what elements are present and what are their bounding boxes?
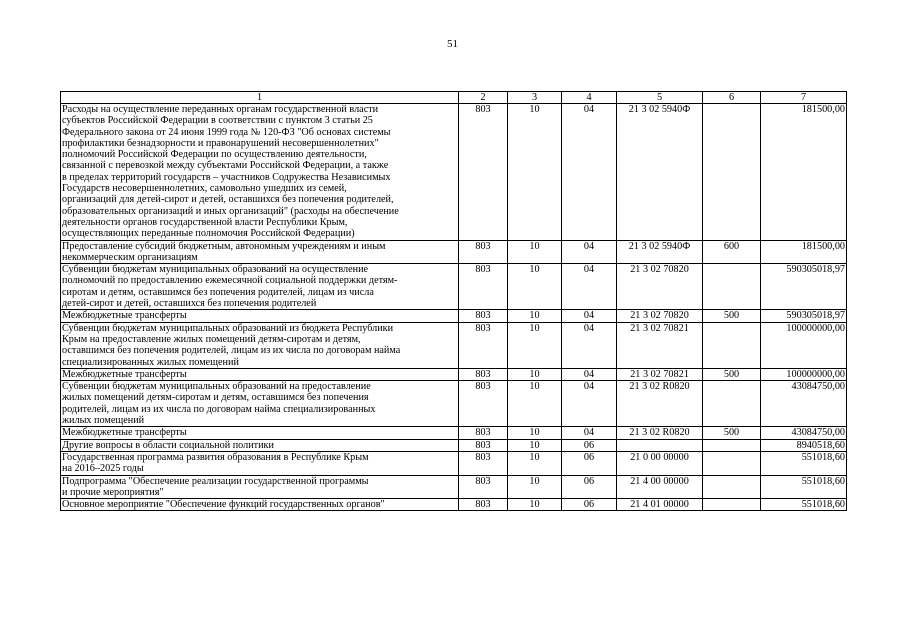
table-row	[61, 381, 847, 427]
row-amount: 551018,60	[761, 451, 847, 475]
row-description: Основное мероприятие "Обеспечение функций государственных органов"	[61, 499, 459, 511]
page-number: 51	[447, 38, 458, 50]
row-amount: 43084750,00	[761, 381, 847, 427]
row-description: Межбюджетные трансферты	[61, 310, 459, 322]
row-target-article: 21 3 02 R0820	[617, 427, 703, 439]
table-row	[61, 439, 847, 451]
row-amount: 100000000,00	[761, 368, 847, 380]
table-row	[61, 499, 847, 511]
column-header: 3	[508, 92, 562, 104]
row-subsection-code: 04	[562, 381, 617, 427]
row-amount: 181500,00	[761, 104, 847, 241]
row-expense-type	[703, 439, 761, 451]
row-expense-type	[703, 451, 761, 475]
row-target-article: 21 0 00 00000	[617, 451, 703, 475]
row-subsection-code: 06	[562, 475, 617, 499]
table-row	[61, 368, 847, 380]
row-amount: 100000000,00	[761, 322, 847, 368]
row-amount: 43084750,00	[761, 427, 847, 439]
row-description: Подпрограмма "Обеспечение реализации государственной программы и прочие мероприятия"	[61, 475, 459, 499]
row-subsection-code: 04	[562, 240, 617, 264]
row-subsection-code: 04	[562, 310, 617, 322]
row-admin-code: 803	[459, 368, 508, 380]
row-expense-type: 600	[703, 240, 761, 264]
row-expense-type	[703, 104, 761, 241]
row-expense-type	[703, 322, 761, 368]
row-expense-type	[703, 381, 761, 427]
row-target-article: 21 3 02 5940Ф	[617, 240, 703, 264]
row-admin-code: 803	[459, 381, 508, 427]
row-target-article	[617, 439, 703, 451]
table-row	[61, 264, 847, 310]
row-admin-code: 803	[459, 264, 508, 310]
row-section-code: 10	[508, 427, 562, 439]
row-description: Расходы на осуществление переданных органам государственной власти субъектов Российской Федерации в соответствии с пунктом 3 статьи 25 Федерального закона от 24 июня 1999 года № 120-ФЗ "Об основах системы профилактики безнадзорности и правонарушений несовершеннолетних" полномочий Российской Федерации по осуществлению деятельности, связанной с перевозкой между субъектами Российской Федерации, а также в пределах территорий государств – участников Содружества Независимых Государств несовершеннолетних, самовольно ушедших из семей, организаций для детей-сирот и детей, оставшихся без попечения родителей, образовательных организаций и иных организаций" (расходы на обеспечение деятельности органов государственной власти Республики Крым, осуществляющих переданные полномочия Российской Федерации)	[61, 104, 459, 241]
row-subsection-code: 06	[562, 499, 617, 511]
table-row	[61, 240, 847, 264]
row-admin-code: 803	[459, 104, 508, 241]
row-description: Субвенции бюджетам муниципальных образований на осуществление полномочий по предоставлению ежемесячной социальной поддержки детям- сиротам и детям, оставшимся без попечения родителей, лицам из числа детей-сирот и детей, оставшихся без попечения родителей	[61, 264, 459, 310]
row-section-code: 10	[508, 499, 562, 511]
row-section-code: 10	[508, 381, 562, 427]
row-target-article: 21 4 01 00000	[617, 499, 703, 511]
row-admin-code: 803	[459, 310, 508, 322]
row-admin-code: 803	[459, 475, 508, 499]
row-target-article: 21 3 02 R0820	[617, 381, 703, 427]
row-expense-type: 500	[703, 310, 761, 322]
row-target-article: 21 3 02 70820	[617, 310, 703, 322]
table-row	[61, 451, 847, 475]
row-section-code: 10	[508, 310, 562, 322]
row-section-code: 10	[508, 322, 562, 368]
row-section-code: 10	[508, 439, 562, 451]
row-section-code: 10	[508, 451, 562, 475]
table-row	[61, 104, 847, 241]
row-target-article: 21 3 02 70821	[617, 322, 703, 368]
row-subsection-code: 04	[562, 264, 617, 310]
row-section-code: 10	[508, 368, 562, 380]
row-target-article: 21 3 02 70821	[617, 368, 703, 380]
column-header: 6	[703, 92, 761, 104]
row-description: Межбюджетные трансферты	[61, 427, 459, 439]
row-subsection-code: 06	[562, 439, 617, 451]
row-expense-type	[703, 499, 761, 511]
row-subsection-code: 04	[562, 427, 617, 439]
column-header: 7	[761, 92, 847, 104]
row-section-code: 10	[508, 104, 562, 241]
row-expense-type	[703, 264, 761, 310]
row-section-code: 10	[508, 264, 562, 310]
row-description: Субвенции бюджетам муниципальных образований на предоставление жилых помещений детям-сиротам и детям, оставшимся без попечения родителей, лицам из их числа по договорам найма специализированных жилых помещений	[61, 381, 459, 427]
table-row	[61, 427, 847, 439]
row-amount: 181500,00	[761, 240, 847, 264]
header-row	[61, 92, 847, 104]
row-amount: 590305018,97	[761, 310, 847, 322]
row-amount: 551018,60	[761, 499, 847, 511]
row-section-code: 10	[508, 475, 562, 499]
table-row	[61, 322, 847, 368]
row-admin-code: 803	[459, 499, 508, 511]
column-header: 4	[562, 92, 617, 104]
column-header: 1	[61, 92, 459, 104]
row-admin-code: 803	[459, 439, 508, 451]
row-description: Субвенции бюджетам муниципальных образований из бюджета Республики Крым на предоставление жилых помещений детям-сиротам и детям, оставшимся без попечения родителей, лицам из их числа по договорам найма специализированных жилых помещений	[61, 322, 459, 368]
row-amount: 590305018,97	[761, 264, 847, 310]
row-amount: 8940518,60	[761, 439, 847, 451]
row-admin-code: 803	[459, 451, 508, 475]
row-target-article: 21 3 02 70820	[617, 264, 703, 310]
row-admin-code: 803	[459, 240, 508, 264]
row-section-code: 10	[508, 240, 562, 264]
row-description: Государственная программа развития образования в Республике Крым на 2016–2025 годы	[61, 451, 459, 475]
row-expense-type	[703, 475, 761, 499]
column-header: 5	[617, 92, 703, 104]
row-description: Другие вопросы в области социальной политики	[61, 439, 459, 451]
row-expense-type: 500	[703, 368, 761, 380]
row-target-article: 21 3 02 5940Ф	[617, 104, 703, 241]
row-admin-code: 803	[459, 427, 508, 439]
row-subsection-code: 04	[562, 368, 617, 380]
row-description: Межбюджетные трансферты	[61, 368, 459, 380]
row-subsection-code: 04	[562, 322, 617, 368]
table-row	[61, 475, 847, 499]
row-subsection-code: 06	[562, 451, 617, 475]
row-description: Предоставление субсидий бюджетным, автономным учреждениям и иным некоммерческим организациям	[61, 240, 459, 264]
row-subsection-code: 04	[562, 104, 617, 241]
row-target-article: 21 4 00 00000	[617, 475, 703, 499]
table-row	[61, 310, 847, 322]
budget-table	[60, 91, 847, 511]
row-expense-type: 500	[703, 427, 761, 439]
row-amount: 551018,60	[761, 475, 847, 499]
row-admin-code: 803	[459, 322, 508, 368]
column-header: 2	[459, 92, 508, 104]
